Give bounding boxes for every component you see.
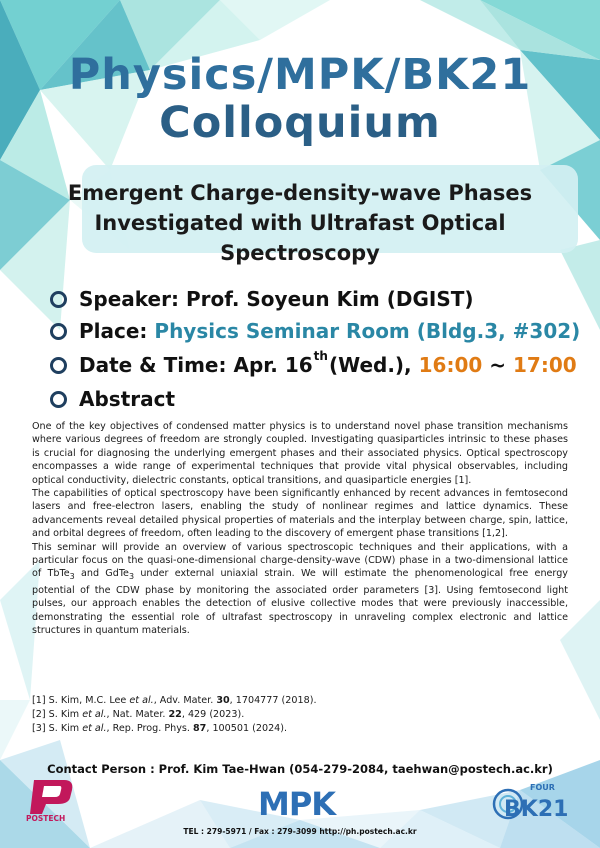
reference-1	[32, 694, 568, 708]
ref-journal: , Adv. Mater.	[153, 695, 217, 706]
ref-journal: , Rep. Prog. Phys.	[106, 723, 193, 734]
time-end: 17:00	[513, 353, 577, 377]
contact-person: Contact Person : Prof. Kim Tae-Hwan (054-279-2084, taehwan@postech.ac.kr)	[47, 762, 553, 776]
date-label: Date & Time:	[79, 353, 227, 377]
talk-title-line1: Emergent Charge-density-wave Phases	[67, 181, 533, 205]
abstract-heading-row	[50, 384, 175, 414]
bk21-label: BK21	[504, 797, 569, 822]
ref-pages: , 1704777 (2018).	[229, 695, 317, 706]
bullet-icon	[50, 291, 67, 308]
speaker-label: Speaker:	[79, 287, 179, 311]
ref-etal: et al.	[82, 709, 107, 720]
ref-volume: 30	[216, 695, 230, 706]
title-line2: Colloquium	[159, 98, 441, 148]
abstract-p3b: and GdTe	[74, 568, 129, 580]
subscript-3: 3	[128, 572, 135, 582]
datetime-row	[50, 350, 577, 380]
ref-authors: [1] S. Kim, M.C. Lee	[32, 695, 130, 706]
abstract-paragraph-2: The capabilities of optical spectroscopy have been significantly enhanced by recent advances in femtosecond lasers and free-electron lasers, enabling the study of nonlinear regimes and lattice dynamics. These advancements reveal detailed physical properties of materials and the interplay between charge, spin, lattice, and orbital degrees of freedom, often leading to the discovery of emergent phase transitions [1,2].	[32, 488, 568, 540]
place-label: Place:	[79, 319, 148, 343]
ref-journal: , Nat. Mater.	[106, 709, 169, 720]
title-line1: Physics/MPK/BK21	[68, 50, 532, 100]
abstract-paragraph-3	[32, 541, 568, 638]
postech-logo	[24, 778, 82, 822]
date-prefix: Apr. 16	[233, 353, 313, 377]
time-start: 16:00	[418, 353, 483, 377]
abstract-body	[32, 420, 568, 637]
bullet-icon	[50, 391, 67, 408]
abstract-p3a: This seminar will provide an overview of various spectroscopic techniques and their applications, with a particular focus on the quasi-one-dimensional charge-density-wave (CDW) phase in a two-dimensional lattice of TbTe	[32, 541, 568, 580]
references	[32, 694, 568, 736]
place-value: Physics Seminar Room (Bldg.3, #302)	[154, 319, 581, 343]
ref-etal: et al.	[129, 695, 154, 706]
reference-2	[32, 708, 568, 722]
talk-title-line2: Investigated with Ultrafast Optical Spectroscopy	[94, 211, 506, 265]
date-suffix: (Wed.),	[328, 353, 412, 377]
bk21-four-logo	[490, 780, 580, 824]
mpk-logo	[258, 785, 342, 819]
bk-four-label: FOUR	[530, 783, 555, 792]
abstract-p3c: under external uniaxial strain. We will estimate the phenomenological free energy potential of the CDW phase by monitoring the associated order parameters [3]. Using femtosecond light pulses, our approach enables the detection of elusive collective modes that were previously inaccessible, demonstrating the essential role of ultrafast spectroscopy in unraveling complex electronic and lattice structures in quantum materials.	[32, 568, 568, 636]
reference-3	[32, 722, 568, 736]
ref-etal: et al.	[82, 723, 107, 734]
talk-title	[24, 178, 576, 268]
bullet-icon	[50, 323, 67, 340]
ref-pages: , 429 (2023).	[181, 709, 245, 720]
ref-volume: 87	[192, 723, 207, 734]
postech-label: POSTECH	[26, 814, 66, 822]
ref-authors: [3] S. Kim	[32, 723, 83, 734]
subscript-3: 3	[69, 572, 75, 582]
date-sup: th	[313, 349, 328, 363]
abstract-paragraph-1: One of the key objectives of condensed matter physics is to understand novel phase transition mechanisms where various degrees of freedom are strongly coupled. Investigating quasiparticles intrinsic to these phases is crucial for diagnosing the underlying emergent phases and their associated physics. Optical spectroscopy encompasses a wide range of experimental techniques that provide vital physical observables, including optical conductivity, dielectric constants, optical transitions, and quasiparticle energies [1].	[32, 421, 568, 486]
ref-volume: 22	[168, 709, 182, 720]
speaker-row	[50, 284, 474, 314]
time-sep: ~	[482, 353, 513, 377]
abstract-heading: Abstract	[79, 387, 176, 411]
footer-contact-info: TEL : 279-5971 / Fax : 279-3099 http://ph.postech.ac.kr	[183, 827, 417, 836]
place-row	[50, 316, 580, 346]
ref-authors: [2] S. Kim	[32, 709, 83, 720]
mpk-label: MPK	[258, 785, 336, 819]
ref-pages: , 100501 (2024).	[206, 723, 288, 734]
speaker-value: Prof. Soyeun Kim (DGIST)	[185, 287, 474, 311]
bullet-icon	[50, 357, 67, 374]
